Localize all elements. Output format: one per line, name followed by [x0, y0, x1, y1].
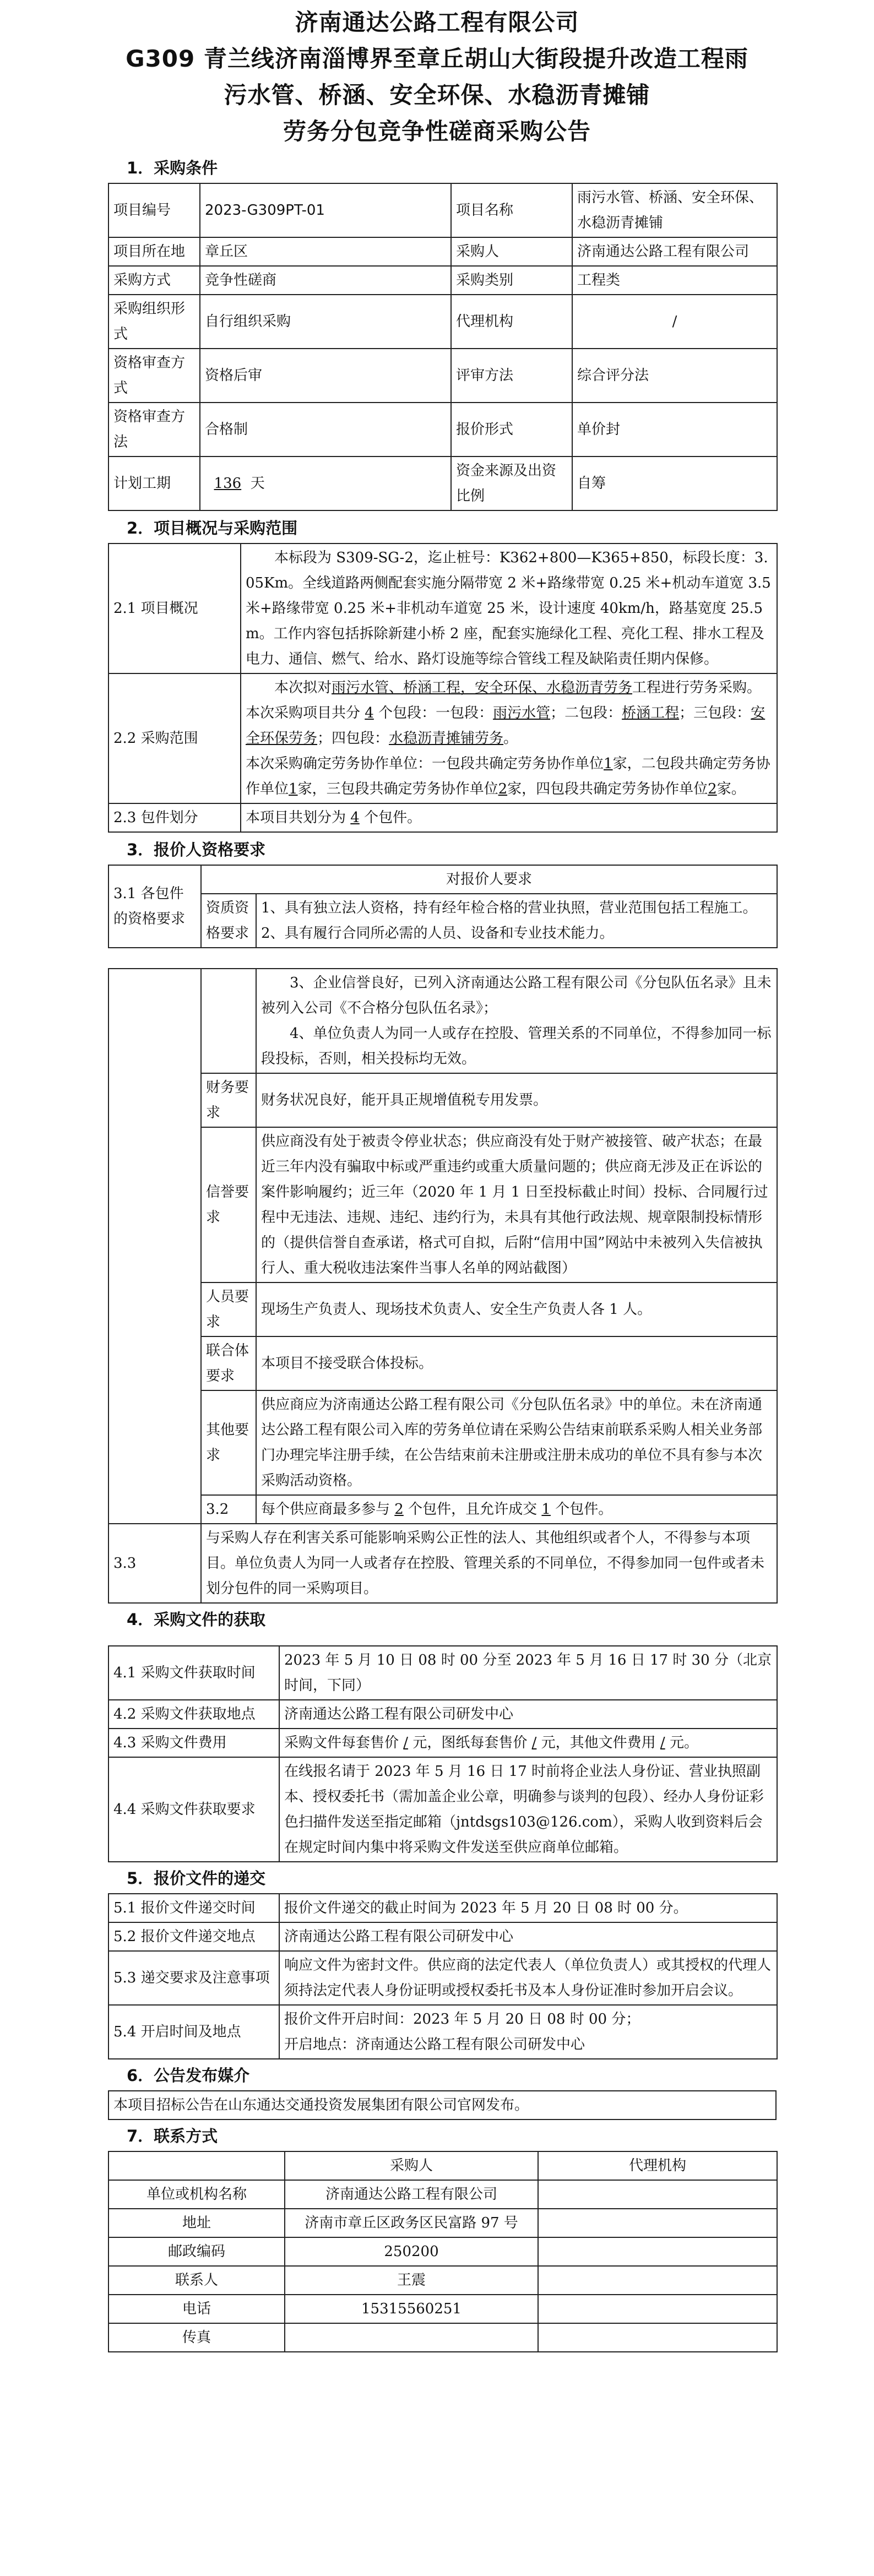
label-cell: 5.4 开启时间及地点 [108, 2005, 279, 2059]
label-cell: 资金来源及出资比例 [451, 456, 572, 510]
label-cell: 电话 [108, 2295, 285, 2323]
value-cell: 在线报名请于 2023 年 5 月 16 日 17 时前将企业法人身份证、营业执照副本、授权委托书（需加盖企业公章，明确参与谈判的包段）、经办人身份证彩色扫描件发送至指定邮箱（jntdsgs103@126.com），采购人收到资料后会在规定时间内集中将采购文件发送至供应商单位邮箱。 [279, 1757, 777, 1862]
text-run: 本次采购确定劳务协作单位：一包段共确定劳务协作单位 [246, 756, 604, 772]
table-row [108, 2266, 777, 2295]
package-4: 水稳沥青摊铺劳务 [389, 730, 504, 747]
table-row [108, 673, 777, 803]
text-run: 元，其他文件费用 [541, 1735, 656, 1751]
value-cell: / [572, 295, 777, 349]
value-cell: 工程类 [572, 266, 777, 295]
value-cell: 济南通达公路工程有限公司研发中心 [279, 1700, 777, 1729]
table-row [108, 349, 777, 403]
label-cell: 3.3 [108, 1524, 201, 1603]
value-cell: 自筹 [572, 456, 777, 510]
table-row [108, 1700, 777, 1729]
value-cell [538, 2295, 777, 2323]
text-run: 个包件。 [364, 809, 422, 826]
notice-title-line-3: 污水管、桥涵、安全环保、水稳沥青摊铺 [224, 81, 650, 108]
label-cell [201, 969, 256, 1073]
table-row [108, 2151, 777, 2180]
label-cell: 资格审查方法 [108, 403, 200, 456]
text-run: 本项目共划分为 [246, 809, 346, 826]
document-acquisition-table [108, 1645, 778, 1862]
label-cell: 报价形式 [451, 403, 572, 456]
units-count: 1 [604, 756, 613, 772]
units-count: 1 [289, 781, 298, 797]
text-run: 家，二包段共确定劳务协作单位 [246, 756, 770, 797]
value-cell [538, 2237, 777, 2266]
joint-text: 本项目不接受联合体投标。 [256, 1336, 777, 1390]
label-cell: 3.2 [201, 1495, 256, 1524]
procurement-conditions-table [108, 183, 778, 511]
text-run: 元，图纸每套售价 [412, 1735, 528, 1751]
table-row [108, 456, 777, 510]
overview-text: 本标段为 S309-SG-2，迄止桩号：K362+800—K365+850，标段长度：3.05Km。全线道路两侧配套实施分隔带宽 2 米+路缘带宽 0.25 米+机动车道宽 3.5 米+路缘带宽 0.25 米+非机动车道宽 25 米，设计速度 40km/h，路基宽度 25.5m。工作内容包括拆除新建小桥 2 座，配套实施绿化工程、亮化工程、排水工程及电力、通信、燃气、给水、路灯设施等综合管线工程及缺陷责任期内保修。 [241, 544, 777, 673]
project-name: 雨污水管、桥涵、安全环保、水稳沥青摊铺 [572, 183, 777, 237]
qualification-text [256, 894, 777, 948]
label-cell: 4.3 采购文件费用 [108, 1729, 279, 1757]
label-cell: 代理机构 [451, 295, 572, 349]
table-row [108, 1894, 777, 1922]
package-division-text [241, 803, 777, 832]
value-cell: 报价文件递交的截止时间为 2023 年 5 月 20 日 08 时 00 分。 [279, 1894, 777, 1922]
table-row [108, 865, 777, 894]
qualification-item: 1、具有独立法人资格，持有经年检合格的营业执照，营业范围包括工程施工。 [261, 900, 757, 916]
label-cell: 地址 [108, 2209, 285, 2237]
project-overview-table [108, 543, 778, 833]
label-cell: 联合体要求 [201, 1336, 256, 1390]
label-cell: 2.3 包件划分 [108, 803, 241, 832]
value-cell: 综合评分法 [572, 349, 777, 403]
value-cell: 王震 [285, 2266, 538, 2295]
text-run: 个包段：一包段： [378, 705, 493, 721]
text-run: ；二包段： [550, 705, 622, 721]
section-1-heading: 1．采购条件 [127, 159, 218, 177]
qualification-text [256, 969, 777, 1073]
fee-value: / [531, 1735, 537, 1751]
package-1: 雨污水管 [493, 705, 551, 721]
table-row [108, 1495, 777, 1524]
value-cell [285, 2323, 538, 2352]
table-row [108, 2209, 777, 2237]
value-cell: 章丘区 [200, 237, 451, 266]
table-row [108, 2091, 776, 2120]
scope-paragraph [246, 675, 772, 751]
table-row [108, 183, 777, 237]
table-row [108, 1073, 777, 1127]
label-cell: 联系人 [108, 2266, 285, 2295]
section-3-heading: 3．报价人资格要求 [127, 840, 266, 859]
table-row [108, 403, 777, 456]
label-cell: 项目所在地 [108, 237, 200, 266]
table-row [108, 1282, 777, 1336]
empty-cell [108, 2151, 285, 2180]
label-cell: 资格审查方式 [108, 349, 200, 403]
table-row [108, 266, 777, 295]
publication-text: 本项目招标公告在山东通达交通投资发展集团有限公司官网发布。 [108, 2091, 776, 2120]
text-run: 元。 [669, 1735, 698, 1751]
section-2-heading: 2．项目概况与采购范围 [127, 519, 298, 537]
table-row [108, 1127, 777, 1282]
staff-text: 现场生产负责人、现场技术负责人、安全生产负责人各 1 人。 [256, 1282, 777, 1336]
publication-table [108, 2090, 777, 2120]
table-row [108, 1757, 777, 1862]
credit-text: 供应商没有处于被责令停业状态；供应商没有处于财产被接管、破产状态；在最近三年内没有骗取中标或严重违约或重大质量问题的；供应商无涉及正在诉讼的案件影响履约；近三年（2020 年 1 月 1 日至投标截止时间）投标、合同履行过程中无违法、违规、违纪、违约行为，未具有其他行政法规、规章限制投标情形的（提供信誉自查承诺，格式可自拟，后附“信用中国”网站中未被列入失信被执行人、重大税收违法案件当事人名单的网站截图） [256, 1127, 777, 1282]
table-row [108, 2323, 777, 2352]
text-run: 个包件。 [555, 1501, 613, 1518]
label-cell: 邮政编码 [108, 2237, 285, 2266]
table-row [108, 1524, 777, 1603]
project-code: 2023-G309PT-01 [200, 183, 451, 237]
text-run: 本次拟对 [274, 680, 332, 696]
value-cell: 济南通达公路工程有限公司 [572, 237, 777, 266]
label-cell: 采购组织形式 [108, 295, 200, 349]
table-row [108, 969, 777, 1073]
package-2: 桥涵工程 [622, 705, 680, 721]
section-5-heading: 5．报价文件的递交 [127, 1869, 266, 1888]
label-cell: 4.4 采购文件获取要求 [108, 1757, 279, 1862]
label-cell: 3.1 各包件的资格要求 [108, 865, 201, 948]
table-row [108, 295, 777, 349]
label-cell: 信誉要求 [201, 1127, 256, 1282]
opening-location: 开启地点：济南通达公路工程有限公司研发中心 [284, 2036, 585, 2053]
table-row [108, 2180, 777, 2209]
value-cell: 响应文件为密封文件。供应商的法定代表人（单位负责人）或其授权的代理人须持法定代表人身份证明或授权委托书及本人身份证准时参加开启会议。 [279, 1951, 777, 2005]
value-cell: 合格制 [200, 403, 451, 456]
label-cell: 5.2 报价文件递交地点 [108, 1922, 279, 1951]
scope-text [241, 673, 777, 803]
label-cell: 2.2 采购范围 [108, 673, 241, 803]
section-6-heading: 6．公告发布媒介 [127, 2066, 250, 2085]
text-run: 每个供应商最多参与 [261, 1501, 390, 1518]
text-run: ；四包段： [317, 730, 389, 747]
table-row [108, 2237, 777, 2266]
value-cell [538, 2323, 777, 2352]
table-row [108, 803, 777, 832]
label-cell: 采购方式 [108, 266, 200, 295]
fee-value: / [660, 1735, 665, 1751]
table-row [108, 894, 777, 948]
section-4-heading: 4．采购文件的获取 [127, 1610, 266, 1629]
units-paragraph [246, 751, 772, 802]
column-header: 代理机构 [538, 2151, 777, 2180]
participation-limit-text [256, 1495, 777, 1524]
value-cell: 250200 [285, 2237, 538, 2266]
value-cell [279, 1729, 777, 1757]
label-cell: 传真 [108, 2323, 285, 2352]
qualification-item: 2、具有履行合同所必需的人员、设备和专业技术能力。 [261, 925, 614, 942]
value-cell: 济南通达公路工程有限公司 [285, 2180, 538, 2209]
text-run: ；三包段： [679, 705, 751, 721]
column-header: 采购人 [285, 2151, 538, 2180]
value-cell: 15315560251 [285, 2295, 538, 2323]
period-unit: 天 [250, 475, 265, 492]
value-cell: 济南通达公路工程有限公司研发中心 [279, 1922, 777, 1951]
table-row [108, 1336, 777, 1390]
value-cell [538, 2266, 777, 2295]
financial-text: 财务状况良好，能开具正规增值税专用发票。 [256, 1073, 777, 1127]
package-count: 4 [350, 809, 360, 826]
table-row [108, 544, 777, 673]
text-run: 工程进行劳务采购。本次采购项目共分 [246, 680, 762, 721]
label-cell: 其他要求 [201, 1390, 256, 1495]
units-count: 2 [708, 781, 717, 797]
qualification-item: 3、企业信誉良好，已列入济南通达公路工程有限公司《分包队伍名录》且未被列入公司《不合格分包队伍名录》； [261, 975, 772, 1017]
package-3: 安全环保劳务 [246, 705, 766, 747]
label-cell: 人员要求 [201, 1282, 256, 1336]
label-cell: 计划工期 [108, 456, 200, 510]
value-cell: 竞争性磋商 [200, 266, 451, 295]
value-cell: 济南市章丘区政务区民富路 97 号 [285, 2209, 538, 2237]
label-cell: 单位或机构名称 [108, 2180, 285, 2209]
label-cell: 5.1 报价文件递交时间 [108, 1894, 279, 1922]
label-cell: 资质资格要求 [201, 894, 256, 948]
qualification-table-a [108, 865, 778, 948]
text-run: 采购文件每套售价 [284, 1735, 399, 1751]
label-cell: 采购人 [451, 237, 572, 266]
period-value: 136 [214, 475, 242, 492]
value-cell [538, 2180, 777, 2209]
label-cell: 4.1 采购文件获取时间 [108, 1646, 279, 1700]
table-row [108, 2005, 777, 2059]
package-count: 4 [365, 705, 374, 721]
table-row [108, 2295, 777, 2323]
max-awards: 1 [541, 1501, 551, 1518]
table-row [108, 237, 777, 266]
label-cell: 5.3 递交要求及注意事项 [108, 1951, 279, 2005]
text-run: 。 [503, 730, 518, 747]
submission-table [108, 1893, 778, 2059]
notice-title-line-4: 劳务分包竞争性磋商采购公告 [283, 118, 591, 145]
label-cell: 项目编号 [108, 183, 200, 237]
text-run: 家，四包段共确定劳务协作单位 [507, 781, 708, 797]
value-cell [538, 2209, 777, 2237]
value-cell: 自行组织采购 [200, 295, 451, 349]
text-run: 家。 [716, 781, 746, 797]
value-cell: 2023 年 5 月 10 日 08 时 00 分至 2023 年 5 月 16 日 17 时 30 分（北京时间，下同） [279, 1646, 777, 1700]
units-count: 2 [498, 781, 508, 797]
text-run: 个包件，且允许成交 [408, 1501, 538, 1518]
table-row [108, 1729, 777, 1757]
conflict-text: 与采购人存在利害关系可能影响采购公正性的法人、其他组织或者个人，不得参与本项目。单位负责人为同一人或者存在控股、管理关系的不同单位，不得参加同一包件或者未划分包件的同一采购项目。 [201, 1524, 777, 1603]
label-cell: 2.1 项目概况 [108, 544, 241, 673]
scope-work: 雨污水管、桥涵工程，安全环保、水稳沥青劳务 [332, 680, 633, 696]
other-text: 供应商应为济南通达公路工程有限公司《分包队伍名录》中的单位。未在济南通达公路工程有限公司入库的劳务单位请在采购公告结束前联系采购人相关业务部门办理完毕注册手续，在公告结束前未注册或注册未成功的单位不具有参与本次采购活动资格。 [256, 1390, 777, 1495]
label-cell [108, 969, 201, 1524]
value-cell: 单价封 [572, 403, 777, 456]
label-cell: 项目名称 [451, 183, 572, 237]
qualification-table-b [108, 968, 778, 1604]
fee-value: / [403, 1735, 409, 1751]
label-cell: 采购类别 [451, 266, 572, 295]
table-row [108, 1390, 777, 1495]
section-7-heading: 7．联系方式 [127, 2127, 218, 2145]
table-row [108, 1922, 777, 1951]
max-packages: 2 [394, 1501, 404, 1518]
text-run: 家，三包段共确定劳务协作单位 [297, 781, 498, 797]
company-title: 济南通达公路工程有限公司 [295, 9, 579, 36]
label-cell: 财务要求 [201, 1073, 256, 1127]
table-row [108, 1951, 777, 2005]
qualification-item: 4、单位负责人为同一人或存在控股、管理关系的不同单位，不得参加同一标段投标，否则，相关投标均无效。 [261, 1025, 772, 1067]
value-cell [200, 456, 451, 510]
label-cell: 4.2 采购文件获取地点 [108, 1700, 279, 1729]
value-cell [279, 2005, 777, 2059]
table-row [108, 1646, 777, 1700]
value-cell: 资格后审 [200, 349, 451, 403]
notice-title-line-2: G309 青兰线济南淄博界至章丘胡山大街段提升改造工程雨 [126, 45, 748, 72]
label-cell: 评审方法 [451, 349, 572, 403]
contact-table [108, 2151, 778, 2352]
requirements-header: 对报价人要求 [201, 865, 777, 894]
opening-time: 报价文件开启时间：2023 年 5 月 20 日 08 时 00 分； [284, 2011, 640, 2028]
